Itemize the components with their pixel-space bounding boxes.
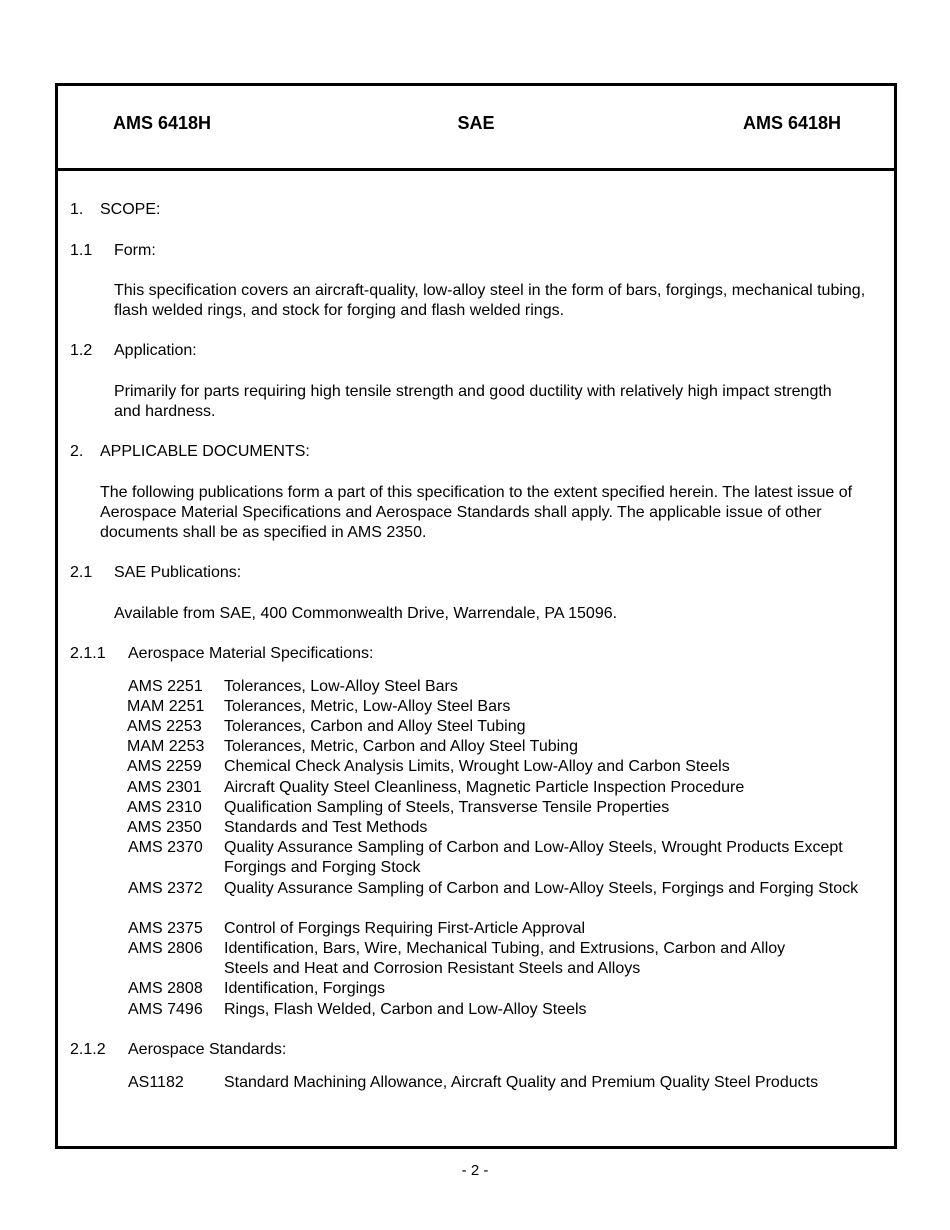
section-applicable-documents-body: The following publications form a part of this specification to the extent specified herein. The latest issue of Aerospace Material Specifications and Aerospace Standards shall apply. The applicable issue of other documents shall be as specified in AMS 2350. bbox=[100, 484, 853, 541]
page-number: - 2 - bbox=[461, 1162, 489, 1179]
header-spec-left: AMS 6418H bbox=[113, 113, 212, 133]
document-code: MAM 2253 bbox=[127, 738, 205, 755]
document-title: Rings, Flash Welded, Carbon and Low-Alloy Steels bbox=[224, 1001, 587, 1018]
document-title: Quality Assurance Sampling of Carbon and Low-Alloy Steels, Wrought Products Except Forgings and Forging Stock bbox=[224, 839, 843, 876]
document-code: AMS 7496 bbox=[128, 1001, 203, 1018]
page-frame bbox=[55, 83, 897, 1149]
document-code: AS1182 bbox=[128, 1074, 184, 1091]
document-code: AMS 2251 bbox=[128, 678, 203, 695]
document-title: Qualification Sampling of Steels, Transverse Tensile Properties bbox=[224, 799, 670, 816]
document-title: Chemical Check Analysis Limits, Wrought Low-Alloy and Carbon Steels bbox=[224, 758, 730, 775]
document-title: Tolerances, Metric, Carbon and Alloy Steel Tubing bbox=[224, 738, 578, 755]
header-spec-right: AMS 6418H bbox=[742, 113, 841, 133]
document-code: AMS 2259 bbox=[127, 758, 202, 775]
section-title: Aerospace Material Specifications: bbox=[128, 645, 374, 662]
section-title: SCOPE: bbox=[100, 201, 161, 218]
document-code: AMS 2370 bbox=[128, 839, 203, 856]
section-number: 2.1 bbox=[70, 564, 93, 581]
document-code: AMS 2253 bbox=[127, 718, 202, 735]
section-title: Application: bbox=[114, 342, 197, 359]
section-title: APPLICABLE DOCUMENTS: bbox=[100, 443, 310, 460]
document-title: Tolerances, Metric, Low-Alloy Steel Bars bbox=[224, 698, 511, 715]
section-title: Form: bbox=[114, 242, 156, 259]
document-title: Tolerances, Carbon and Alloy Steel Tubing bbox=[224, 718, 526, 735]
section-number: 1.2 bbox=[70, 342, 93, 359]
document-title: Standards and Test Methods bbox=[224, 819, 428, 836]
document-code: AMS 2375 bbox=[128, 920, 203, 937]
document-title: Identification, Forgings bbox=[224, 980, 385, 997]
document-code: AMS 2806 bbox=[128, 940, 203, 957]
section-sae-publications-body: Available from SAE, 400 Commonwealth Drive, Warrendale, PA 15096. bbox=[114, 605, 618, 622]
document-header bbox=[58, 86, 894, 171]
section-number: 2. bbox=[70, 443, 84, 460]
section-number: 2.1.1 bbox=[70, 645, 106, 662]
section-number: 2.1.2 bbox=[70, 1041, 106, 1058]
section-title: Aerospace Standards: bbox=[128, 1041, 287, 1058]
document-title: Standard Machining Allowance, Aircraft Quality and Premium Quality Steel Products bbox=[224, 1074, 819, 1091]
document-code: AMS 2372 bbox=[128, 880, 203, 897]
header-publisher: SAE bbox=[457, 113, 495, 133]
document-title: Aircraft Quality Steel Cleanliness, Magnetic Particle Inspection Procedure bbox=[224, 779, 745, 796]
section-form-body: This specification covers an aircraft-quality, low-alloy steel in the form of bars, forgings, mechanical tubing, flash welded rings, and stock for forging and flash welded rings. bbox=[114, 282, 866, 319]
document-code: AMS 2808 bbox=[128, 980, 203, 997]
document-title: Tolerances, Low-Alloy Steel Bars bbox=[224, 678, 458, 695]
section-title: SAE Publications: bbox=[114, 564, 242, 581]
document-code: AMS 2310 bbox=[127, 799, 202, 816]
document-code: MAM 2251 bbox=[127, 698, 205, 715]
document-title: Quality Assurance Sampling of Carbon and Low-Alloy Steels, Forgings and Forging Stock bbox=[224, 880, 859, 897]
section-number: 1. bbox=[70, 201, 84, 218]
document-title: Identification, Bars, Wire, Mechanical Tubing, and Extrusions, Carbon and Alloy Steels and Heat and Corrosion Resistant Steels and Alloys bbox=[224, 940, 786, 977]
document-code: AMS 2350 bbox=[127, 819, 202, 836]
document-title: Control of Forgings Requiring First-Article Approval bbox=[224, 920, 586, 937]
section-number: 1.1 bbox=[70, 242, 93, 259]
document-code: AMS 2301 bbox=[127, 779, 202, 796]
section-application-body: Primarily for parts requiring high tensile strength and good ductility with relatively high impact strength and hardness. bbox=[114, 383, 832, 420]
